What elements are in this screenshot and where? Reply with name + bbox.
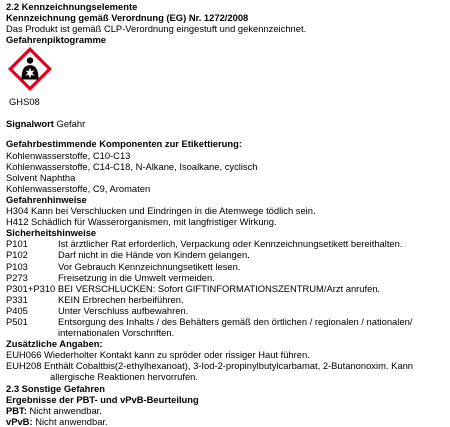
health-hazard-icon xyxy=(8,47,52,91)
precaution-row xyxy=(6,316,444,327)
precaution-code: P331 xyxy=(6,293,28,305)
pictogram-block xyxy=(6,46,444,108)
precaution-row xyxy=(6,272,444,283)
precaution-code: P301+P310 xyxy=(6,282,56,294)
precaution-row xyxy=(6,283,444,294)
precaution-text: BEI VERSCHLUCKEN: Sofort GIFTINFORMATIONSZENTRUM/Arzt anrufen. xyxy=(57,282,381,294)
precaution-code: P103 xyxy=(6,260,28,272)
hazard-statement: H412 Schädlich für Wasserorganismen, mit langfristiger Wirkung. xyxy=(6,216,277,228)
precaution-row xyxy=(6,305,444,316)
hazard-heading: Gefahrenhinweise xyxy=(6,193,87,205)
component-item: Kohlenwasserstoffe, C9, Aromaten xyxy=(6,182,151,194)
components-heading: Gefahrbestimmende Komponenten zur Etikettierung: xyxy=(6,138,242,150)
precaution-text: Entsorgung des Inhalts / des Behälters gemäß den örtlichen / regionalen / nationalen/ xyxy=(58,315,413,327)
precaution-code: P273 xyxy=(6,271,28,283)
pbt-heading: Ergebnisse der PBT- und vPvB-Beurteilung xyxy=(6,393,199,405)
precaution-text: Unter Verschluss aufbewahren. xyxy=(58,304,189,316)
pbt-row xyxy=(6,405,444,416)
signal-word-row xyxy=(6,118,444,129)
precaution-row xyxy=(6,249,444,260)
hazard-statement: H304 Kann bei Verschlucken und Eindringen in die Atemwege tödlich sein. xyxy=(6,205,316,217)
euh208-statement: EUH208 Enthält Cobaltbis(2-ethylhexanoat), 3-Iod-2-propinylbutylcarbamat, 2-Butanonoxim. Kann xyxy=(6,360,413,372)
euh066-statement: EUH066 Wiederholter Kontakt kann zu spröder oder rissiger Haut führen. xyxy=(6,349,310,361)
pbt-label: PBT: xyxy=(6,404,27,416)
precaution-code: P102 xyxy=(6,249,28,261)
precaution-code: P501 xyxy=(6,315,28,327)
component-item: Kohlenwasserstoffe, C14-C18, N-Alkane, Isoalkane, cyclisch xyxy=(6,160,258,172)
vpvb-row xyxy=(6,416,444,427)
signal-word-value: Gefahr xyxy=(56,118,86,130)
precaution-code: P101 xyxy=(6,238,28,250)
section-heading: 2.2 Kennzeichnungselemente xyxy=(6,1,138,12)
pictograms-heading: Gefahrenpiktogramme xyxy=(6,34,107,46)
pbt-value: Nicht anwendbar. xyxy=(29,404,102,416)
precaution-row xyxy=(6,238,444,249)
precaution-text: Freisetzung in die Umwelt vermeiden. xyxy=(58,271,215,283)
euh208-continuation: allergische Reaktionen hervorrufen. xyxy=(50,371,198,383)
signal-word-label: Signalwort xyxy=(6,118,54,130)
precaution-code: P405 xyxy=(6,304,28,316)
vpvb-label: vPvB: xyxy=(6,415,33,427)
regulation-heading: Kennzeichnung gemäß Verordnung (EG) Nr. 1272/2008 xyxy=(6,12,249,24)
vpvb-value: Nicht anwendbar. xyxy=(35,415,108,427)
precaution-row xyxy=(6,261,444,272)
precaution-text: Darf nicht in die Hände von Kindern gelangen. xyxy=(58,249,250,261)
additional-heading: Zusätzliche Angaben: xyxy=(6,338,103,350)
component-item: Solvent Naphtha xyxy=(6,171,76,183)
component-item: Kohlenwasserstoffe, C10-C13 xyxy=(6,149,131,161)
clp-statement: Das Produkt ist gemäß CLP-Verordnung eingestuft und gekennzeichnet. xyxy=(6,23,307,35)
other-hazards-heading: 2.3 Sonstige Gefahren xyxy=(6,382,105,394)
precaution-text: Vor Gebrauch Kennzeichnungsetikett lesen. xyxy=(58,260,241,272)
precaution-row xyxy=(6,294,444,305)
precaution-heading: Sicherheitshinweise xyxy=(6,227,97,239)
precaution-continuation: internationalen Vorschriften. xyxy=(58,327,175,339)
precaution-text: KEIN Erbrechen herbeiführen. xyxy=(58,293,184,305)
precaution-text: Ist ärztlicher Rat erforderlich, Verpackung oder Kennzeichnungsetikett bereithalten. xyxy=(58,238,403,250)
pictogram-code: GHS08 xyxy=(9,96,40,108)
